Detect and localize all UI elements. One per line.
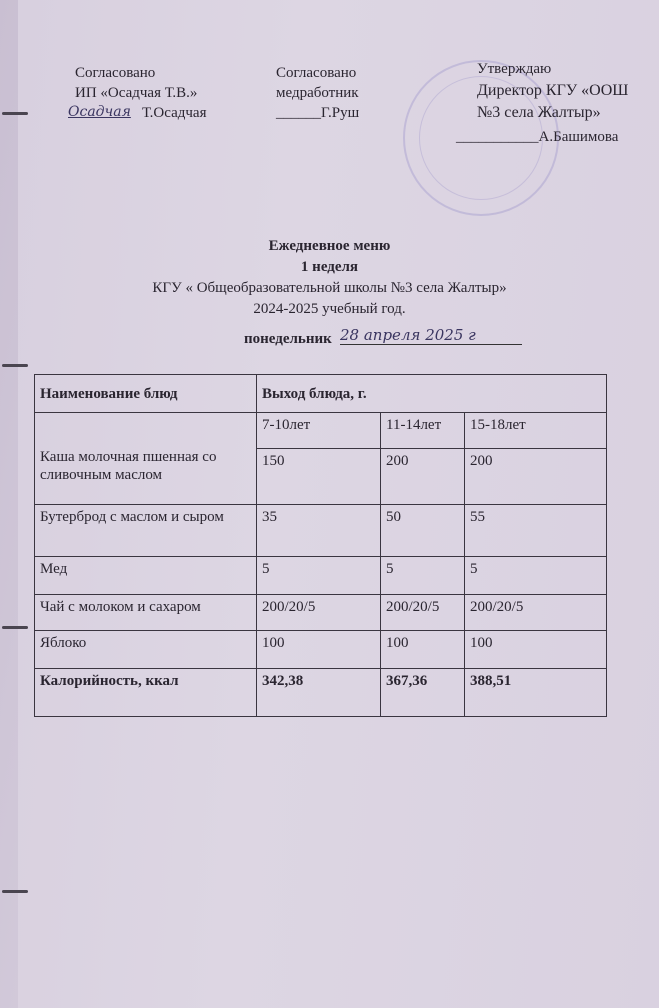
approval-right-line1: Утверждаю: [477, 61, 552, 77]
portion-value: 200: [381, 449, 465, 505]
portion-value: 50: [381, 505, 465, 557]
table-row: [35, 595, 607, 631]
approval-left-line3: Т.Осадчая: [142, 105, 207, 121]
portion-value: 5: [257, 557, 381, 595]
binder-mark: [2, 112, 28, 115]
approval-middle-line1: Согласовано: [276, 65, 357, 81]
binder-mark: [2, 364, 28, 367]
school-name: КГУ « Общеобразовательной школы №3 села Жалтыр»: [152, 280, 507, 296]
approval-middle-line2: медработник: [276, 85, 359, 101]
portion-value: 200/20/5: [257, 595, 381, 631]
school-year: 2024-2025 учебный год.: [253, 301, 406, 317]
age-group-label: 11-14лет: [381, 413, 465, 449]
dish-name: Чай с молоком и сахаром: [35, 595, 257, 631]
table-row: [35, 505, 607, 557]
portion-value: 100: [381, 631, 465, 669]
dish-name: Бутерброд с маслом и сыром: [35, 505, 257, 557]
total-value: 388,51: [465, 669, 607, 717]
portion-value: 200/20/5: [465, 595, 607, 631]
portion-value: 35: [257, 505, 381, 557]
menu-title: Ежедневное меню: [268, 238, 391, 254]
handwritten-date: 28 апреля 2025 г: [340, 326, 522, 345]
table-header-row: [35, 375, 607, 413]
approval-right-line2: Директор КГУ «ООШ: [477, 82, 629, 99]
header-output: Выход блюда, г.: [257, 375, 607, 413]
signature-osadchaya: Осадчая: [68, 104, 131, 120]
portion-value: 150: [257, 449, 381, 505]
approval-left-line2: ИП «Осадчая Т.В.»: [75, 85, 198, 101]
approval-right-line4: ___________А.Башимова: [456, 129, 619, 145]
table-row: [35, 557, 607, 595]
menu-table: [34, 374, 607, 717]
age-group-row: [35, 413, 607, 449]
total-value: 342,38: [257, 669, 381, 717]
day-label: понедельник: [244, 331, 332, 347]
portion-value: 100: [465, 631, 607, 669]
portion-value: 200: [465, 449, 607, 505]
dish-name: Мед: [35, 557, 257, 595]
portion-value: 5: [381, 557, 465, 595]
approval-right-line3: №3 села Жалтыр»: [477, 104, 601, 121]
portion-value: 5: [465, 557, 607, 595]
approval-middle-line3: ______Г.Руш: [276, 105, 360, 121]
header-dish: Наименование блюд: [35, 375, 257, 413]
age-group-label: 15-18лет: [465, 413, 607, 449]
approval-left-line1: Согласовано: [75, 65, 156, 81]
portion-value: 100: [257, 631, 381, 669]
total-row: [35, 669, 607, 717]
portion-value: 55: [465, 505, 607, 557]
dish-name: Яблоко: [35, 631, 257, 669]
portion-value: 200/20/5: [381, 595, 465, 631]
total-value: 367,36: [381, 669, 465, 717]
dish-name: Каша молочная пшенная со сливочным маслом: [35, 413, 257, 505]
table-row: [35, 631, 607, 669]
binder-mark: [2, 890, 28, 893]
age-group-label: 7-10лет: [257, 413, 381, 449]
binder-mark: [2, 626, 28, 629]
week-label: 1 неделя: [300, 259, 359, 275]
total-label: Калорийность, ккал: [35, 669, 257, 717]
